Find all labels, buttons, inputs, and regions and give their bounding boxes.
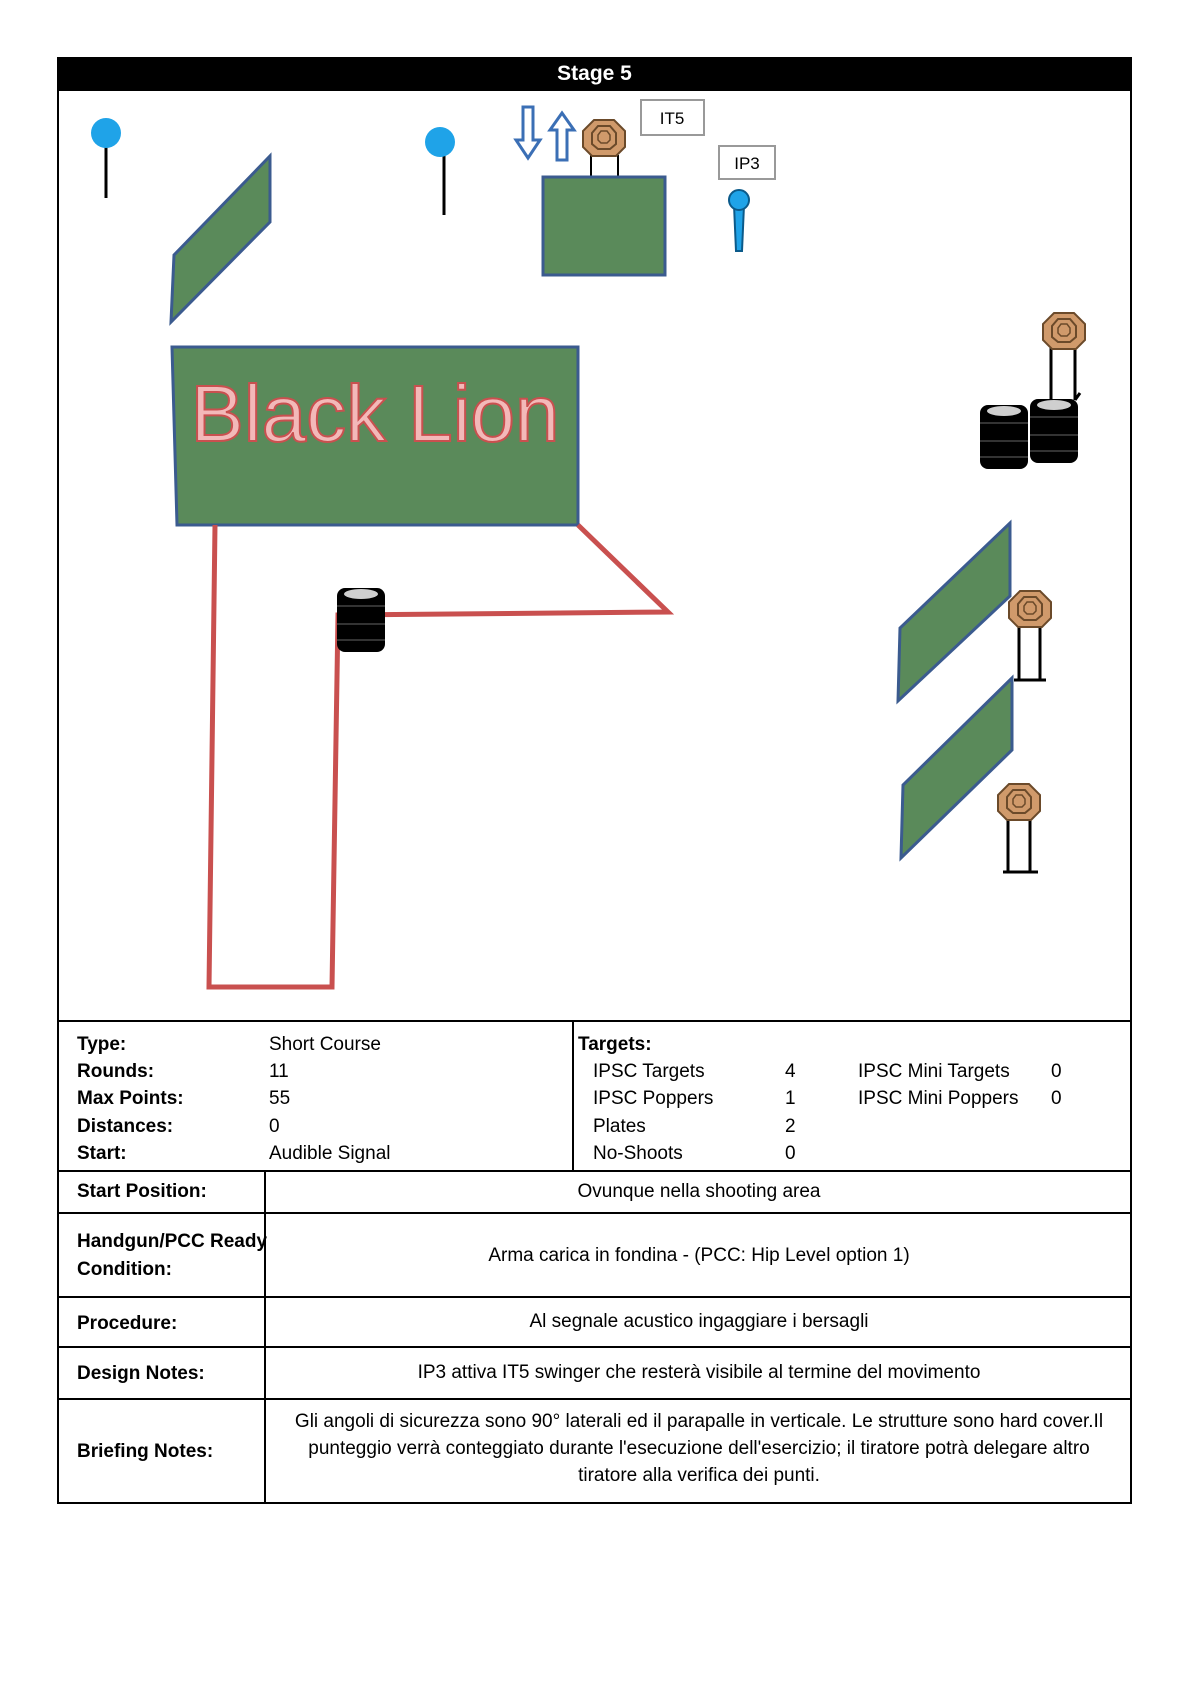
type-value: Short Course bbox=[269, 1034, 381, 1055]
ip3-label: IP3 bbox=[734, 154, 760, 173]
briefing-notes-row bbox=[57, 1400, 1132, 1504]
barrel-right-2 bbox=[1030, 399, 1078, 463]
rounds-value: 11 bbox=[269, 1061, 289, 1082]
design-notes-label: Design Notes: bbox=[77, 1363, 205, 1384]
black-lion-text: Black Lion bbox=[190, 369, 560, 458]
target-count: 0 bbox=[785, 1143, 796, 1164]
plate-left bbox=[91, 118, 121, 198]
target-name: IPSC Targets bbox=[593, 1061, 705, 1082]
ready-condition-label-line2: Condition: bbox=[77, 1259, 172, 1280]
target-name: Plates bbox=[593, 1116, 646, 1137]
left-slanted-wall bbox=[171, 156, 270, 322]
stage-title: Stage 5 bbox=[57, 57, 1132, 91]
procedure-value: Al segnale acustico ingaggiare i bersagli bbox=[529, 1311, 869, 1332]
swinger-arrows-icon bbox=[516, 107, 574, 160]
design-notes-value: IP3 attiva IT5 swinger che resterà visibile al termine del movimento bbox=[417, 1362, 981, 1383]
briefing-notes-label: Briefing Notes: bbox=[77, 1441, 214, 1462]
right-slanted-wall-1 bbox=[898, 523, 1010, 701]
target-count: 1 bbox=[785, 1088, 796, 1109]
ready-condition-value: Arma carica in fondina - (PCC: Hip Level option 1) bbox=[488, 1245, 910, 1266]
target-name: IPSC Poppers bbox=[593, 1088, 714, 1109]
right-bottom-target bbox=[998, 784, 1040, 872]
procedure-label: Procedure: bbox=[77, 1313, 178, 1334]
max-points-label: Max Points: bbox=[77, 1088, 184, 1109]
right-slanted-wall-2 bbox=[901, 678, 1012, 858]
right-middle-target bbox=[1009, 591, 1051, 680]
targets-label: Targets: bbox=[578, 1034, 652, 1055]
it5-label: IT5 bbox=[659, 109, 685, 128]
procedure-row bbox=[57, 1298, 1132, 1348]
briefing-notes-line: Gli angoli di sicurezza sono 90° laterali ed il parapalle in verticale. Le strutture sono hard cover.Il bbox=[294, 1411, 1104, 1432]
mini-target-count: 0 bbox=[1051, 1061, 1062, 1082]
center-wall bbox=[543, 177, 665, 275]
mini-target-count: 0 bbox=[1051, 1088, 1062, 1109]
plate-center bbox=[425, 127, 455, 215]
type-label: Type: bbox=[77, 1034, 127, 1055]
target-name: No-Shoots bbox=[593, 1143, 683, 1164]
start-position-row bbox=[57, 1172, 1132, 1214]
ip3-popper bbox=[729, 190, 749, 251]
barrel-right-1 bbox=[980, 405, 1028, 469]
mini-target-name: IPSC Mini Poppers bbox=[858, 1088, 1019, 1109]
max-points-value: 55 bbox=[269, 1088, 291, 1109]
start-position-value: Ovunque nella shooting area bbox=[577, 1181, 821, 1202]
rounds-label: Rounds: bbox=[77, 1061, 155, 1082]
shooting-area-fault-line bbox=[209, 525, 668, 987]
right-top-target bbox=[1043, 313, 1085, 400]
briefing-notes-line: punteggio verrà conteggiato durante l'esecuzione dell'esercizio; il tiratore potrà delegare altro bbox=[308, 1438, 1090, 1459]
distances-label: Distances: bbox=[77, 1116, 174, 1137]
design-notes-row bbox=[57, 1348, 1132, 1400]
distances-value: 0 bbox=[269, 1116, 280, 1137]
briefing-notes-line: tiratore alla verifica dei punti. bbox=[578, 1465, 820, 1486]
target-count: 2 bbox=[785, 1116, 796, 1137]
target-count: 4 bbox=[785, 1061, 796, 1082]
ready-condition-label-line1: Handgun/PCC Ready bbox=[77, 1231, 268, 1252]
it5-swinger-target bbox=[583, 120, 625, 178]
barrel-shooting-area bbox=[337, 588, 385, 652]
start-value: Audible Signal bbox=[269, 1143, 391, 1164]
start-position-label: Start Position: bbox=[77, 1181, 207, 1202]
stage-info bbox=[57, 1020, 1132, 1172]
start-label: Start: bbox=[77, 1143, 127, 1164]
stage-diagram bbox=[59, 91, 1130, 1020]
ready-condition-row bbox=[57, 1214, 1132, 1298]
mini-target-name: IPSC Mini Targets bbox=[858, 1061, 1010, 1082]
